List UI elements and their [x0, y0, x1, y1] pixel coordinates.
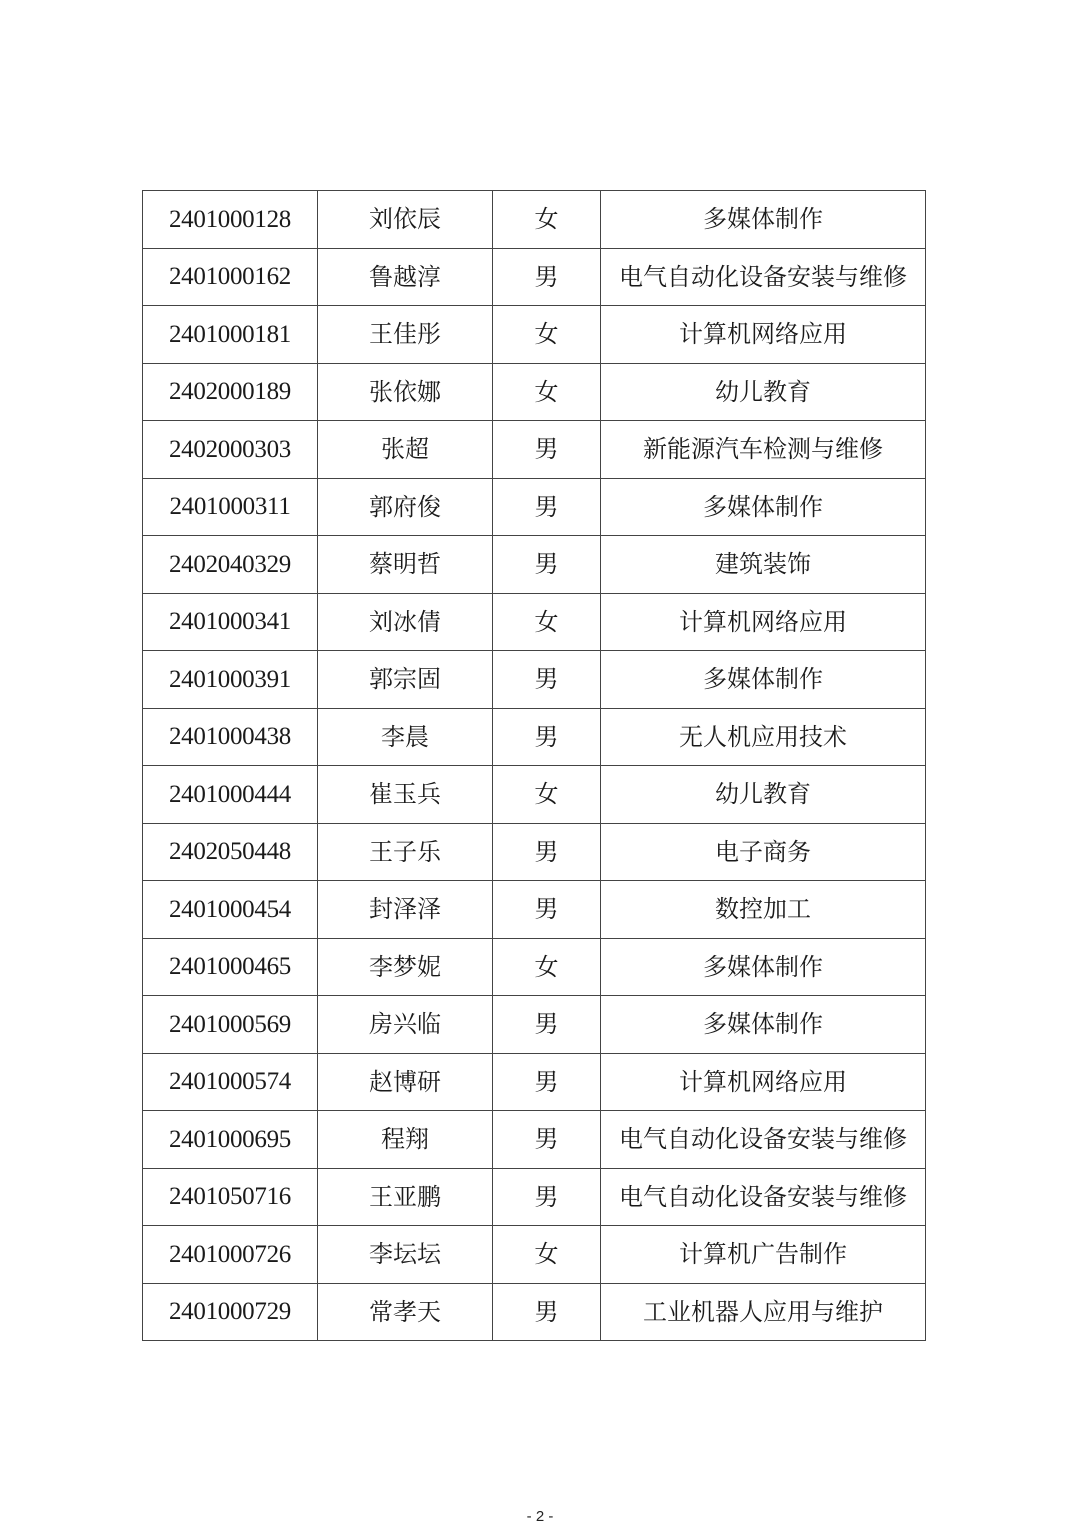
table-row [143, 1168, 926, 1226]
student-gender-cell: 男 [493, 708, 601, 766]
student-id-cell: 2401000569 [143, 996, 318, 1054]
table-row [143, 536, 926, 594]
student-roster-table [142, 190, 926, 1341]
student-major-cell: 计算机网络应用 [601, 306, 926, 364]
table-row [143, 1111, 926, 1169]
table-row [143, 363, 926, 421]
student-name-cell: 蔡明哲 [318, 536, 493, 594]
student-gender-cell: 女 [493, 306, 601, 364]
student-id-cell: 2401000181 [143, 306, 318, 364]
table-row [143, 881, 926, 939]
table-row [143, 593, 926, 651]
student-gender-cell: 女 [493, 191, 601, 249]
student-id-cell: 2401000128 [143, 191, 318, 249]
student-name-cell: 刘冰倩 [318, 593, 493, 651]
table-row [143, 823, 926, 881]
student-gender-cell: 男 [493, 1283, 601, 1341]
table-row [143, 478, 926, 536]
table-row [143, 996, 926, 1054]
student-gender-cell: 男 [493, 996, 601, 1054]
student-major-cell: 幼儿教育 [601, 363, 926, 421]
student-name-cell: 李坛坛 [318, 1226, 493, 1284]
table-row [143, 306, 926, 364]
student-major-cell: 电气自动化设备安装与维修 [601, 1168, 926, 1226]
student-major-cell: 电气自动化设备安装与维修 [601, 248, 926, 306]
student-major-cell: 幼儿教育 [601, 766, 926, 824]
student-id-cell: 2401000311 [143, 478, 318, 536]
student-gender-cell: 男 [493, 823, 601, 881]
table-row [143, 708, 926, 766]
student-gender-cell: 女 [493, 938, 601, 996]
student-name-cell: 赵博研 [318, 1053, 493, 1111]
student-major-cell: 电子商务 [601, 823, 926, 881]
student-id-cell: 2401000465 [143, 938, 318, 996]
page-number: - 2 - [526, 1508, 554, 1525]
student-name-cell: 张超 [318, 421, 493, 479]
student-id-cell: 2401050716 [143, 1168, 318, 1226]
student-major-cell: 建筑装饰 [601, 536, 926, 594]
student-name-cell: 刘依辰 [318, 191, 493, 249]
table-row [143, 1053, 926, 1111]
table-row [143, 248, 926, 306]
student-gender-cell: 男 [493, 248, 601, 306]
student-gender-cell: 男 [493, 651, 601, 709]
student-name-cell: 王佳彤 [318, 306, 493, 364]
student-name-cell: 封泽泽 [318, 881, 493, 939]
student-major-cell: 无人机应用技术 [601, 708, 926, 766]
student-gender-cell: 男 [493, 1111, 601, 1169]
table-row [143, 1226, 926, 1284]
student-gender-cell: 女 [493, 593, 601, 651]
student-major-cell: 新能源汽车检测与维修 [601, 421, 926, 479]
student-major-cell: 多媒体制作 [601, 938, 926, 996]
student-gender-cell: 男 [493, 1053, 601, 1111]
student-id-cell: 2401000726 [143, 1226, 318, 1284]
student-id-cell: 2402050448 [143, 823, 318, 881]
student-id-cell: 2401000444 [143, 766, 318, 824]
student-gender-cell: 男 [493, 1168, 601, 1226]
student-gender-cell: 女 [493, 766, 601, 824]
student-major-cell: 电气自动化设备安装与维修 [601, 1111, 926, 1169]
student-major-cell: 计算机网络应用 [601, 1053, 926, 1111]
student-id-cell: 2401000162 [143, 248, 318, 306]
student-id-cell: 2402000303 [143, 421, 318, 479]
student-major-cell: 多媒体制作 [601, 996, 926, 1054]
student-major-cell: 工业机器人应用与维护 [601, 1283, 926, 1341]
student-name-cell: 崔玉兵 [318, 766, 493, 824]
student-id-cell: 2402000189 [143, 363, 318, 421]
student-name-cell: 郭宗固 [318, 651, 493, 709]
student-gender-cell: 男 [493, 421, 601, 479]
table-row [143, 1283, 926, 1341]
student-id-cell: 2401000438 [143, 708, 318, 766]
student-id-cell: 2401000695 [143, 1111, 318, 1169]
student-id-cell: 2401000341 [143, 593, 318, 651]
student-name-cell: 王亚鹏 [318, 1168, 493, 1226]
student-major-cell: 数控加工 [601, 881, 926, 939]
table-row [143, 938, 926, 996]
student-major-cell: 计算机广告制作 [601, 1226, 926, 1284]
student-id-cell: 2401000391 [143, 651, 318, 709]
student-id-cell: 2401000574 [143, 1053, 318, 1111]
table-row [143, 766, 926, 824]
student-name-cell: 张依娜 [318, 363, 493, 421]
student-major-cell: 多媒体制作 [601, 478, 926, 536]
table-row [143, 191, 926, 249]
student-id-cell: 2401000729 [143, 1283, 318, 1341]
table-row [143, 651, 926, 709]
student-id-cell: 2401000454 [143, 881, 318, 939]
student-name-cell: 王子乐 [318, 823, 493, 881]
student-major-cell: 计算机网络应用 [601, 593, 926, 651]
student-major-cell: 多媒体制作 [601, 191, 926, 249]
student-roster-body [143, 191, 926, 1341]
student-name-cell: 常孝天 [318, 1283, 493, 1341]
student-gender-cell: 男 [493, 536, 601, 594]
student-gender-cell: 女 [493, 363, 601, 421]
student-name-cell: 程翔 [318, 1111, 493, 1169]
student-name-cell: 鲁越淳 [318, 248, 493, 306]
table-row [143, 421, 926, 479]
student-gender-cell: 女 [493, 1226, 601, 1284]
student-name-cell: 李晨 [318, 708, 493, 766]
student-name-cell: 李梦妮 [318, 938, 493, 996]
student-name-cell: 郭府俊 [318, 478, 493, 536]
student-gender-cell: 男 [493, 881, 601, 939]
student-name-cell: 房兴临 [318, 996, 493, 1054]
student-id-cell: 2402040329 [143, 536, 318, 594]
student-gender-cell: 男 [493, 478, 601, 536]
student-major-cell: 多媒体制作 [601, 651, 926, 709]
